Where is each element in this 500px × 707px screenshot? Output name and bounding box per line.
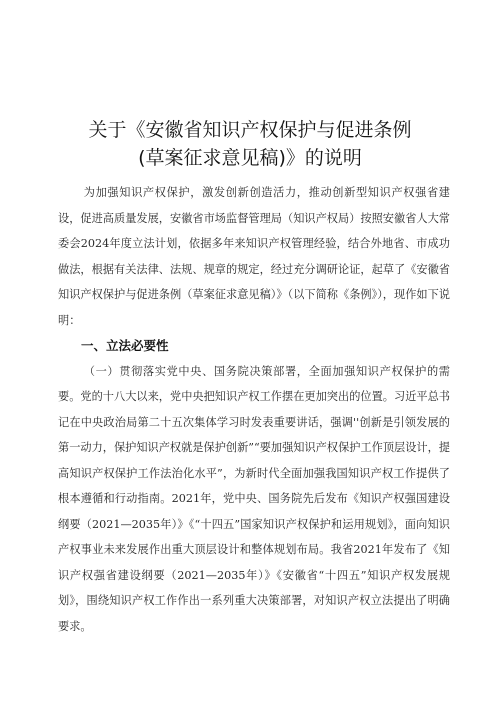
document-title-line1: 关于《安徽省知识产权保护与促进条例	[88, 119, 412, 141]
section1-paragraph: （一）贯彻落实党中央、国务院决策部署，全面加强知识产权保护的需要。党的十八大以来，党中央把知识产权工作摆在更加突出的位置。习近平总书记在中央政治局第二十五次集体学习时发表重要讲话，强调''创新是引领发展的第一动力，保护知识产权就是保护创新”“要加强知识产权保护工作顶层设计，提高知识产权保护工作法治化水平”，为新时代全面加强我国知识产权工作提供了根本遵循和行动指南。2021年，党中央、国务院先后发布《知识产权强国建设纲要（2021—2035年）》《“十四五”国家知识产权保护和运用规划》，面向知识产权事业未来发展作出重大顶层设计和整体规划布局。我省2021年发布了《知识产权强省建设纲要（2021—2035年）》《安徽省“十四五”知识产权发展规划》，围绕知识产权工作作出一系列重大决策部署，对知识产权立法提出了明确要求。	[58, 364, 450, 633]
intro-paragraph: 为加强知识产权保护，激发创新创造活力，推动创新型知识产权强省建设，促进高质量发展，安徽省市场监督管理局（知识产权局）按照安徽省人大常委会2024年度立法计划，依据多年来知识产权管理经验，结合外地省、市成功做法，根据有关法律、法规、规章的规定，经过充分调研论证，起草了《安徽省知识产权保护与促进条例（草案征求意见稿）》（以下简称《条例》），现作如下说明：	[58, 186, 450, 327]
document-title-line2: (草案征求意见稿)》的说明	[138, 147, 362, 169]
document-body	[58, 180, 450, 639]
section-heading-necessity: 一、立法必要性	[81, 338, 169, 353]
